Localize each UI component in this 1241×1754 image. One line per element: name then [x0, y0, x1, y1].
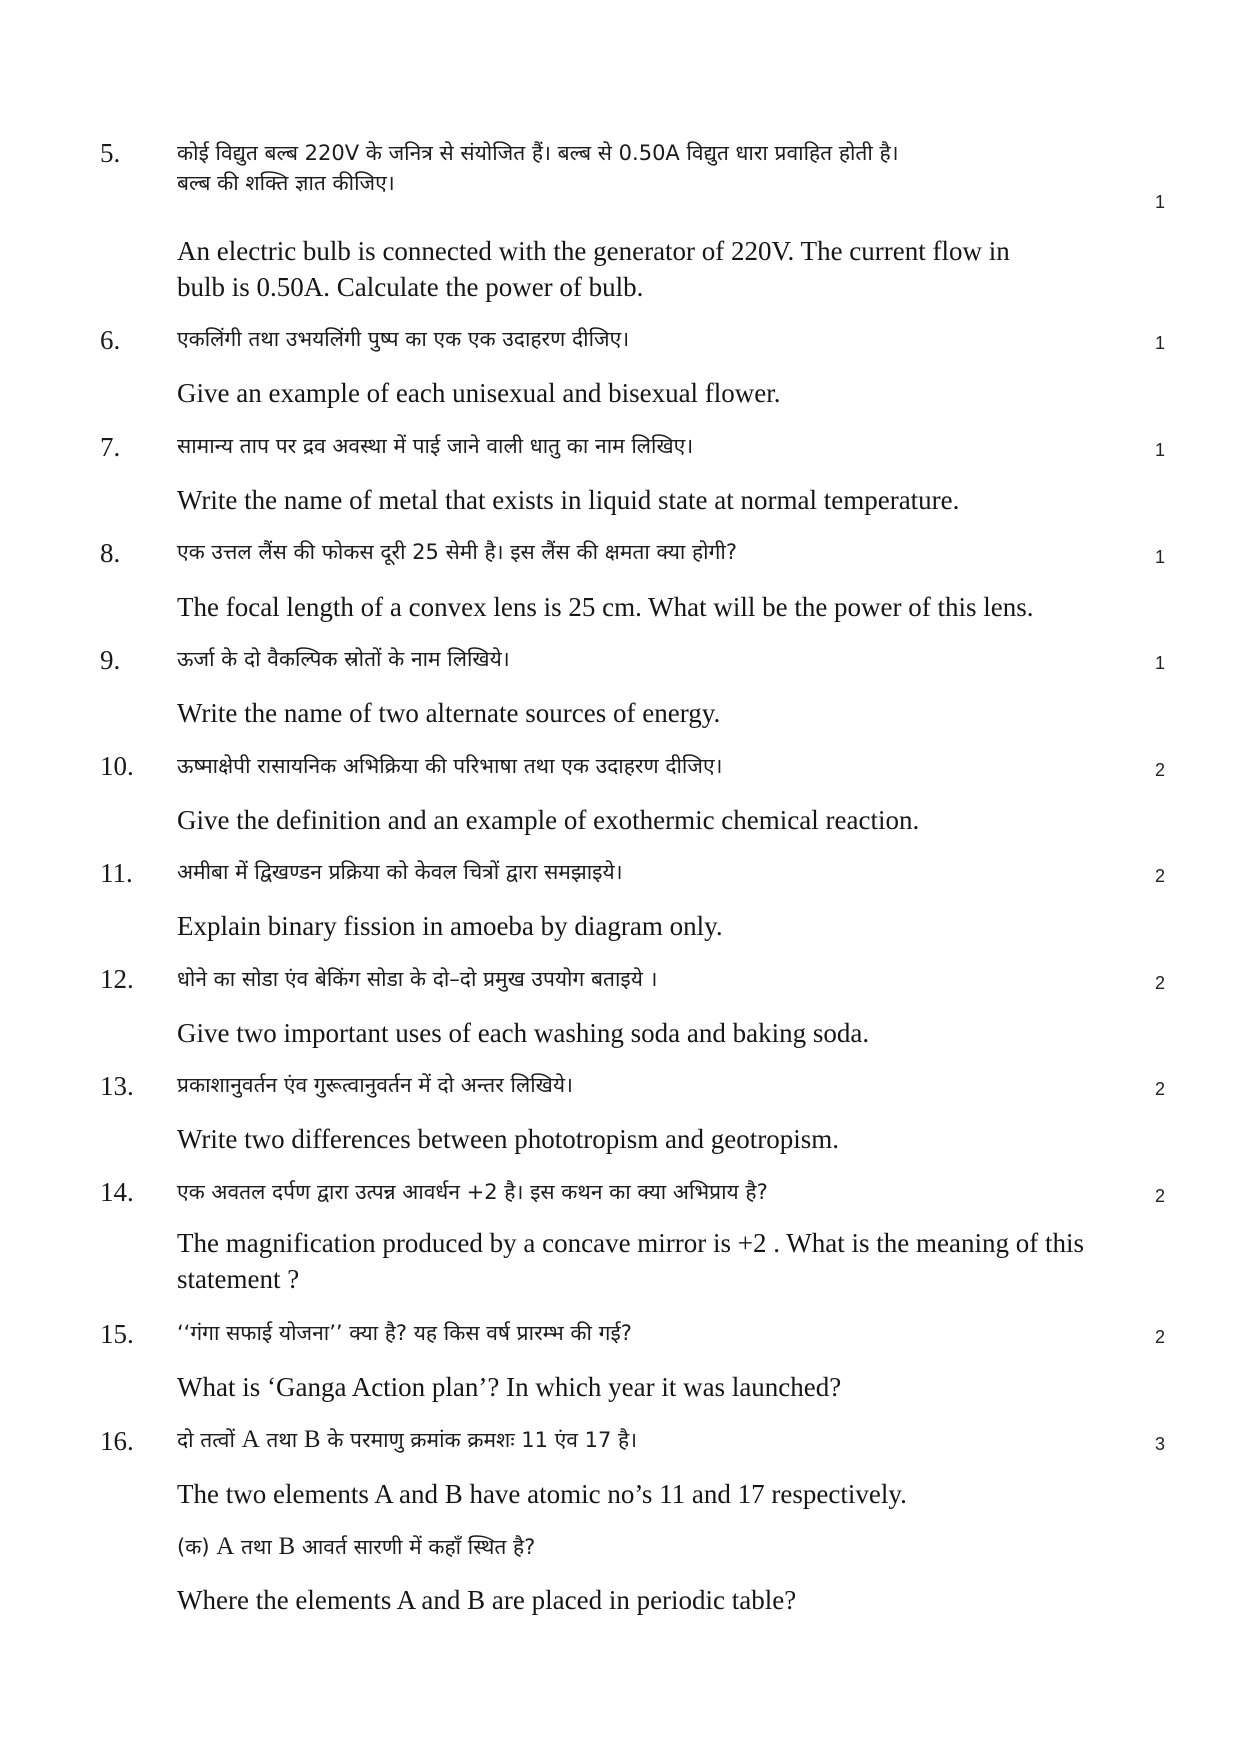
element-a-label: A [216, 1533, 235, 1560]
question-hindi: ऊष्माक्षेपी रासायनिक अभिक्रिया की परिभाषा तथा एक उदाहरण दीजिए। [177, 754, 723, 778]
question-hindi [177, 1423, 1087, 1457]
question-hindi: सामान्य ताप पर द्रव अवस्था में पाई जाने वाली धातु का नाम लिखिए। [177, 434, 694, 458]
question-marks: 3 [1154, 1434, 1165, 1454]
question-number: 10. [100, 751, 134, 781]
question-english: Write the name of metal that exists in liquid state at normal temperature. [177, 485, 960, 515]
question-hindi: एक अवतल दर्पण द्वारा उत्पन्न आवर्धन +2 है। इस कथन का क्या अभिप्राय है? [177, 1180, 768, 1204]
sub-question-hindi [177, 1530, 1087, 1564]
sub-question-english: Where the elements A and B are placed in periodic table? [177, 1585, 797, 1615]
question-hindi-line: बल्ब की शक्ति ज्ञात कीजिए। [177, 171, 395, 195]
question-marks: 1 [1154, 440, 1165, 460]
question-number: 13. [100, 1071, 134, 1101]
question-english: Give an example of each unisexual and bisexual flower. [177, 378, 781, 408]
question-number: 8. [100, 538, 121, 568]
question-english-line: bulb is 0.50A. Calculate the power of bulb. [177, 272, 644, 302]
question-english: Write the name of two alternate sources of energy. [177, 698, 721, 728]
question-english-line: statement ? [177, 1264, 300, 1294]
element-a-label: A [241, 1426, 260, 1453]
question-english-line: The magnification produced by a concave mirror is +2 . What is the meaning of this [177, 1228, 1084, 1258]
question-number: 14. [100, 1177, 134, 1207]
question-hindi-line: कोई विद्युत बल्ब 220V के जनित्र से संयोजित हैं। बल्ब से 0.50A विद्युत धारा प्रवाहित होती है। [177, 141, 899, 165]
question-number: 9. [100, 645, 121, 675]
question-hindi: धोने का सोडा एंव बेकिंग सोडा के दो–दो प्रमुख उपयोग बताइये । [177, 967, 658, 991]
question-hindi: एकलिंगी तथा उभयलिंगी पुष्प का एक एक उदाहरण दीजिए। [177, 327, 630, 351]
hindi-text: आवर्त सारणी में कहाँ स्थित है? [301, 1535, 536, 1559]
question-marks: 2 [1154, 973, 1165, 993]
question-number: 11. [100, 858, 133, 888]
question-marks: 2 [1154, 760, 1165, 780]
element-b-label: B [278, 1533, 296, 1560]
question-hindi: ऊर्जा के दो वैकल्पिक स्रोतों के नाम लिखिये। [177, 647, 510, 671]
question-number: 6. [100, 325, 121, 355]
question-hindi: प्रकाशानुवर्तन एंव गुरूत्वानुवर्तन में दो अन्तर लिखिये। [177, 1073, 573, 1097]
question-english-line: An electric bulb is connected with the generator of 220V. The current flow in [177, 236, 1010, 266]
hindi-text: तथा [266, 1428, 298, 1452]
question-marks: 2 [1154, 1079, 1165, 1099]
question-hindi: ‘‘गंगा सफाई योजना’’ क्या है? यह किस वर्ष प्रारम्भ की गई? [177, 1321, 632, 1345]
question-marks: 1 [1154, 192, 1165, 212]
question-english: The focal length of a convex lens is 25 cm. What will be the power of this lens. [177, 592, 1034, 622]
question-marks: 2 [1154, 1327, 1165, 1347]
question-english: Give the definition and an example of exothermic chemical reaction. [177, 805, 920, 835]
question-hindi: अमीबा में द्विखण्डन प्रक्रिया को केवल चित्रों द्वारा समझाइये। [177, 860, 623, 884]
question-marks: 1 [1154, 653, 1165, 673]
question-english: Write two differences between phototropism and geotropism. [177, 1124, 839, 1154]
hindi-text: तथा [240, 1535, 272, 1559]
question-number: 15. [100, 1319, 134, 1349]
element-b-label: B [303, 1426, 321, 1453]
question-english: What is ‘Ganga Action plan’? In which year it was launched? [177, 1372, 842, 1402]
sub-question-label: (क) [177, 1535, 210, 1559]
question-number: 7. [100, 432, 121, 462]
question-marks: 2 [1154, 866, 1165, 886]
question-english: Give two important uses of each washing soda and baking soda. [177, 1018, 870, 1048]
question-marks: 1 [1154, 547, 1165, 567]
question-english: Explain binary fission in amoeba by diagram only. [177, 911, 723, 941]
question-english: The two elements A and B have atomic no’s 11 and 17 respectively. [177, 1479, 907, 1509]
question-number: 5. [100, 138, 121, 168]
question-number: 12. [100, 964, 134, 994]
question-marks: 2 [1154, 1186, 1165, 1206]
hindi-text: के परमाणु क्रमांक क्रमशः 11 एंव 17 है। [327, 1428, 638, 1452]
hindi-text: दो तत्वों [177, 1428, 235, 1452]
question-marks: 1 [1154, 333, 1165, 353]
question-hindi: एक उत्तल लैंस की फोकस दूरी 25 सेमी है। इस लैंस की क्षमता क्या होगी? [177, 540, 737, 564]
question-number: 16. [100, 1426, 134, 1456]
